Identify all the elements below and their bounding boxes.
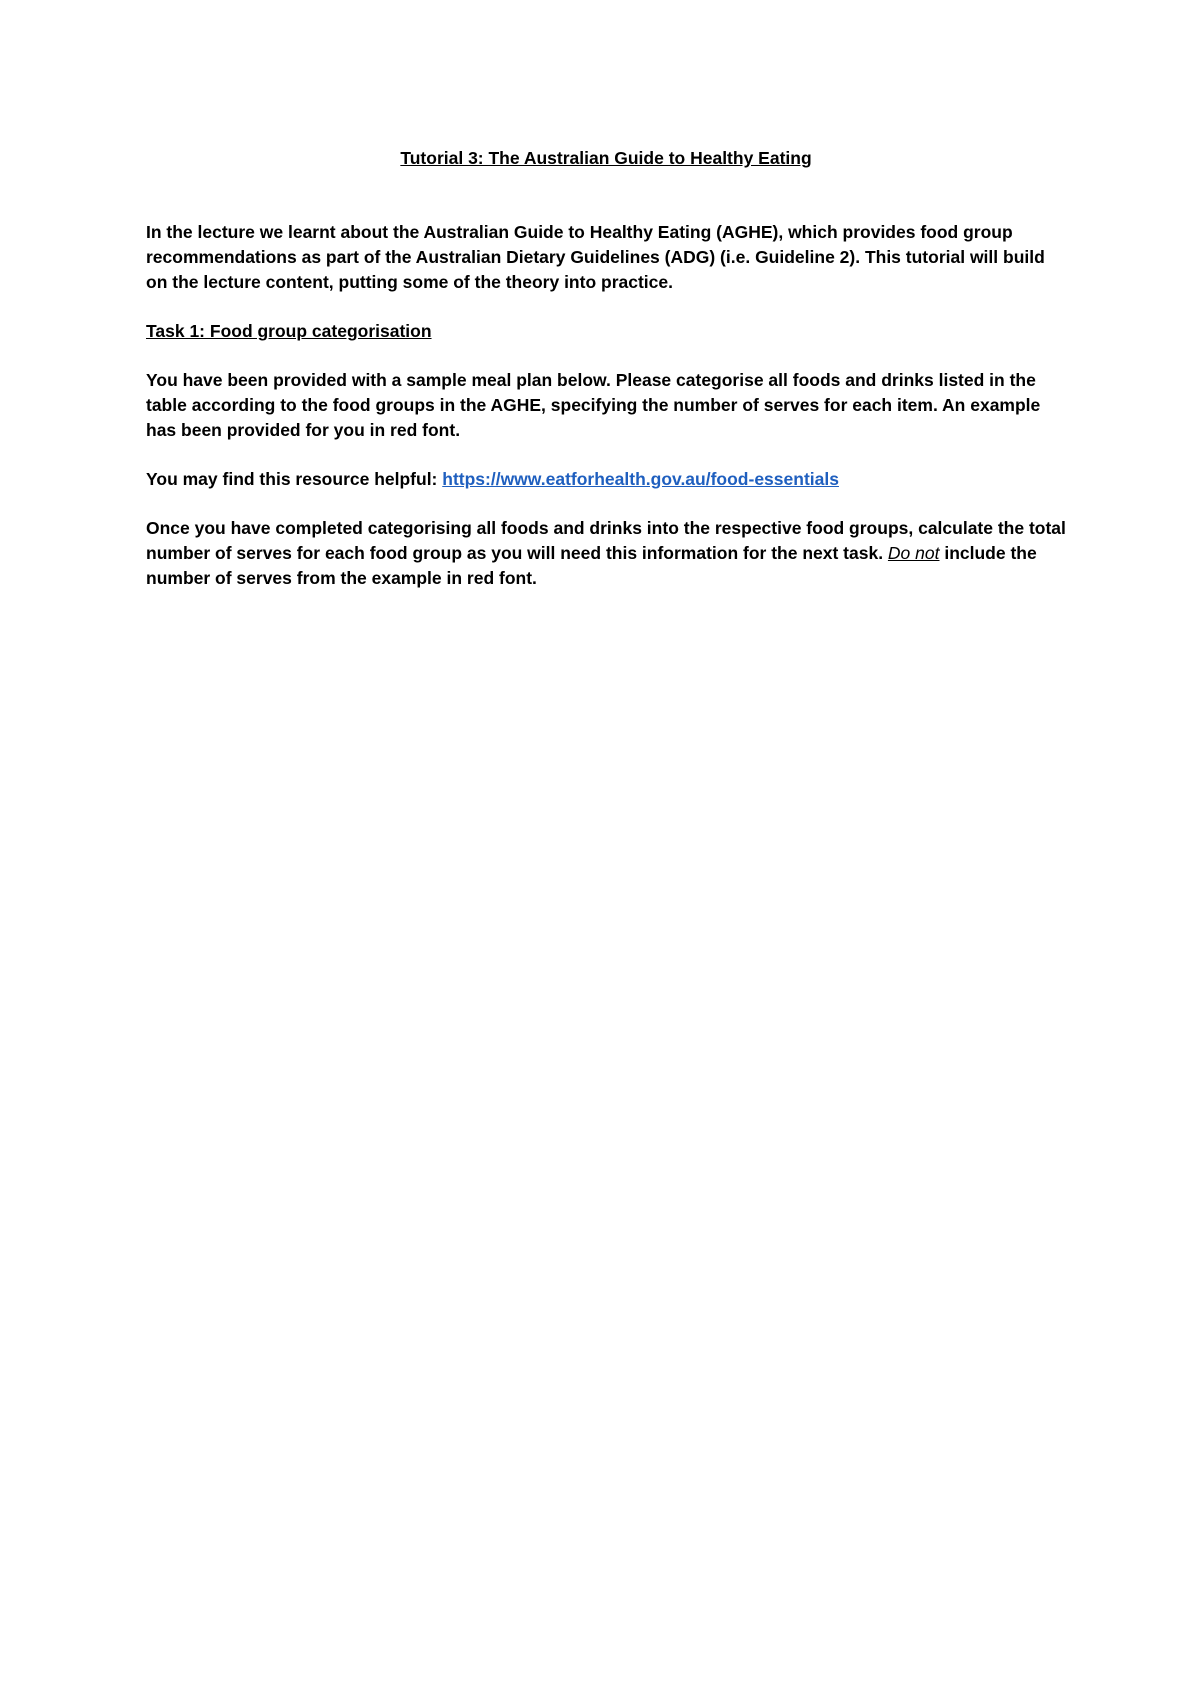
- task-1-instructions: You have been provided with a sample meal plan below. Please categorise all foods and drinks listed in the table according to the food groups in the AGHE, specifying the number of serves for each item. An example has been provided for you in red font.: [146, 370, 1041, 440]
- task-1-heading: Task 1: Food group categorisation: [146, 321, 432, 341]
- completion-emphasis: Do not: [887, 543, 940, 563]
- document-body: [146, 146, 1066, 591]
- resource-prefix: You may find this resource helpful:: [146, 469, 443, 489]
- completion-text-before: Once you have completed categorising all foods and drinks into the respective food groups, calculate the total number of serves for each food group as you will need this information for the next task.: [146, 518, 1066, 563]
- completion-paragraph: [146, 516, 1066, 591]
- completion-text-after: include the number of serves from the example in red font.: [146, 543, 1037, 588]
- resource-paragraph: [146, 467, 1066, 492]
- document-title: Tutorial 3: The Australian Guide to Healthy Eating: [400, 148, 812, 168]
- resource-link[interactable]: https://www.eatforhealth.gov.au/food-essentials: [442, 469, 839, 489]
- intro-paragraph: In the lecture we learnt about the Australian Guide to Healthy Eating (AGHE), which provides food group recommendations as part of the Australian Dietary Guidelines (ADG) (i.e. Guideline 2). This tutorial will build on the lecture content, putting some of the theory into practice.: [146, 222, 1045, 292]
